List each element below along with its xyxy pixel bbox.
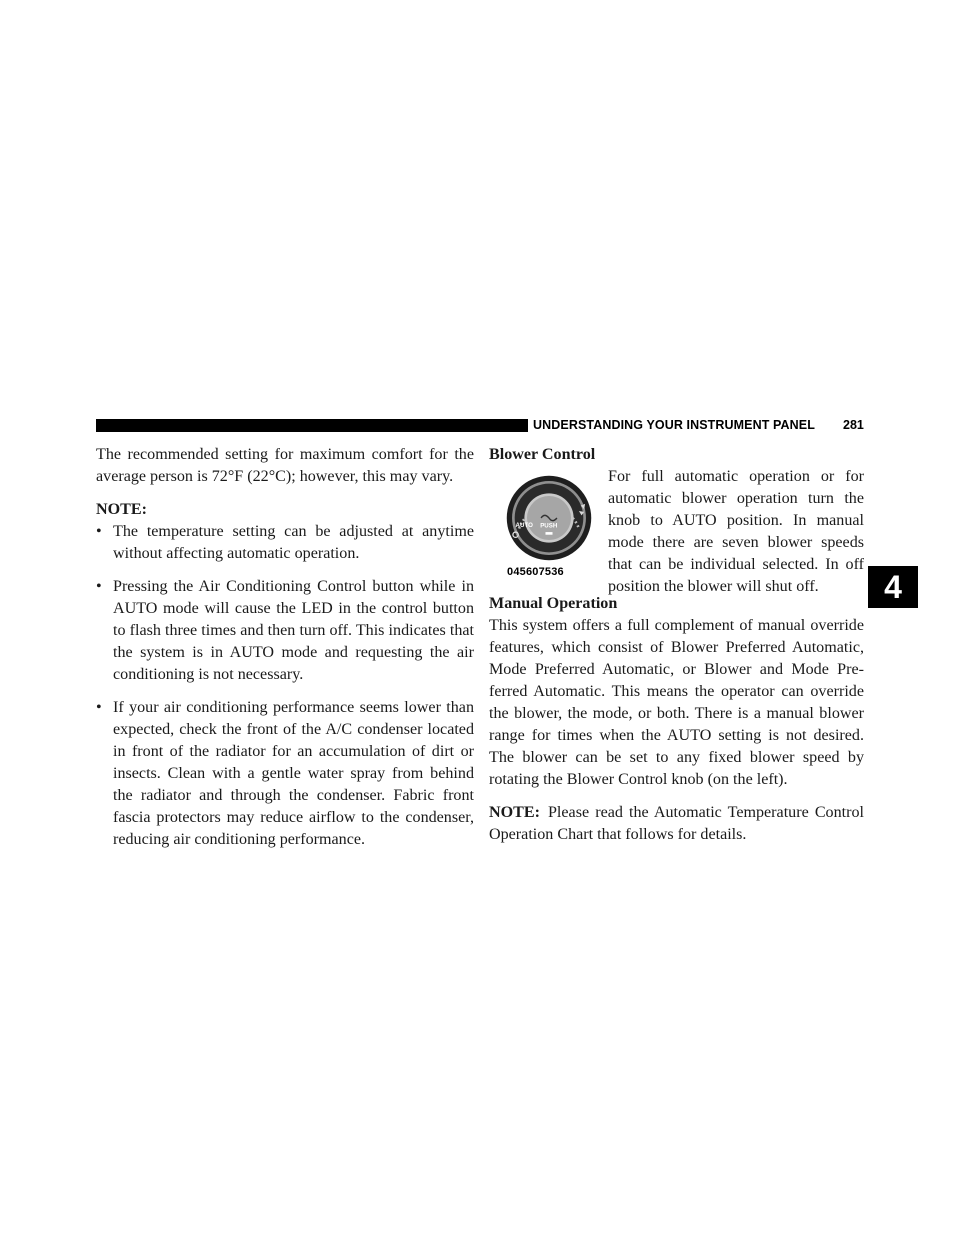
blower-control-heading: Blower Control [489,446,596,463]
manual-operation-heading: Manual Operation [489,595,618,612]
list-item-text: If your air conditioning performance seems lower than expected, check the front of the A/C condenser located in front of the radiator for an accumulation of dirt or insects. Clean with a gentle water spray from behind the radiator and through the condenser. Fabric front fascia protectors may reduce airflow to the condenser, reducing air conditioning performance. [113,699,474,848]
blower-knob-figure [505,474,593,562]
blower-control-section [489,444,864,595]
note-inline-text: Please read the Automatic Temperature Control Operation Chart that follows for details. [489,804,864,843]
note-label: NOTE: [96,501,147,518]
note-paragraph [489,802,864,846]
right-column [489,444,864,846]
list-item [96,697,474,851]
intro-paragraph: The recommended setting for maximum comfort for the average person is 72°F (22°C); however, this may vary. [96,446,474,485]
list-item [96,521,474,565]
bullet-glyph: • [96,523,102,540]
note-inline-label: NOTE: [489,804,540,821]
knob-auto-label: AUTO [515,521,533,529]
left-column [96,444,474,851]
knob-push-label: PUSH [540,522,558,530]
list-item-text: Pressing the Air Conditioning Control button while in AUTO mode will cause the LED in the control button to flash three times and then turn off. This indicates that the system is in AUTO mode and requesting the air conditioning is not necessary. [113,578,474,683]
note-bullet-list [96,521,474,851]
indicator-led [545,532,552,535]
list-item [96,576,474,686]
list-item-text: The temperature setting can be adjusted at anytime without affecting automatic operation. [113,523,474,562]
bullet-glyph: • [96,578,102,595]
figure-id: 045607536 [507,566,564,578]
page-number: 281 [843,418,864,432]
running-header: UNDERSTANDING YOUR INSTRUMENT PANEL [533,418,815,432]
manual-operation-text: This system offers a full complement of manual override features, which consist of Blower Preferred Automatic, Mode Preferred Automatic, or Blower and Mode Pre-ferred Automatic. This means the operator can override the blower, the mode, or both. There is a manual blower range for times when the AUTO setting is not desired. The blower can be set to any fixed blower speed by rotating the Blower Control knob (on the left). [489,617,864,788]
header-rule [96,419,528,432]
blower-control-text: For full automatic operation or for automatic blower operation turn the knob to AUTO position. In manual mode there are seven blower speeds that can be individual selected. In off position the blower will shut off. [608,468,864,595]
chapter-tab: 4 [868,566,918,608]
bullet-glyph: • [96,699,102,716]
